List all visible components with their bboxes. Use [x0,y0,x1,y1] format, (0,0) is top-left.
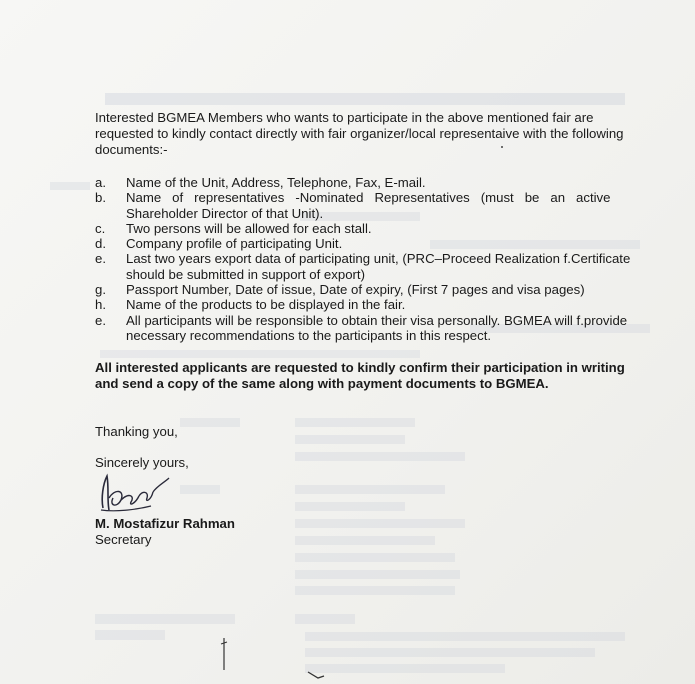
notice-line: All interested applicants are requested to kindly confirm their participation in writing [95,360,625,375]
list-item-text: Shareholder Director of that Unit). [126,205,324,221]
list-item-text: should be submitted in support of export) [126,266,365,282]
list-item [95,313,640,344]
list-letter: a. [95,175,106,190]
list-item [95,297,640,312]
list-letter: d. [95,236,106,252]
intro-paragraph [95,110,640,158]
list-item [95,282,640,297]
list-item-text: Name of representatives -Nominated Representatives (must be an active [126,190,611,206]
list-item [95,221,640,236]
thanks-text: Thanking you, [95,424,178,439]
list-item-text: Name of the Unit, Address, Telephone, Fax, E-mail. [126,175,426,190]
list-item [95,175,640,190]
intro-line: Interested BGMEA Members who wants to participate in the above mentioned fair are [95,110,594,125]
pen-mark [306,668,326,682]
requirements-list [95,175,640,343]
list-item-text: necessary recommendations to the participants in this respect. [126,327,492,343]
list-item-text: Last two years export data of participating unit, (PRC–Proceed Realization f.Certificate [126,251,631,267]
intro-line: documents:- [95,142,168,157]
list-letter: e. [95,312,106,328]
signatory-title: Secretary [95,532,152,547]
list-letter: e. [95,251,106,267]
notice-paragraph [95,360,640,392]
list-item [95,190,640,221]
list-item-text: All participants will be responsible to obtain their visa personally. BGMEA will f.provide [126,312,628,328]
list-item-text: Company profile of participating Unit. [126,236,343,252]
notice-line: and send a copy of the same along with payment documents to BGMEA. [95,376,549,391]
dot-mark [500,145,504,149]
list-letter: h. [95,297,106,313]
list-item-text: Two persons will be allowed for each stall. [126,220,372,236]
intro-line: requested to kindly contact directly with fair organizer/local representaive with the following [95,126,624,141]
list-item [95,251,640,282]
list-letter: c. [95,220,106,236]
list-item-text: Passport Number, Date of issue, Date of expiry, (First 7 pages and visa pages) [126,282,585,298]
list-item [95,236,640,251]
signature-image [95,470,175,516]
list-letter: b. [95,190,106,206]
list-letter: g. [95,282,106,298]
list-item-text: Name of the products to be displayed in the fair. [126,297,406,313]
sign-off-text: Sincerely yours, [95,455,189,470]
signatory-name: M. Mostafizur Rahman [95,516,235,531]
pen-mark [218,636,230,672]
